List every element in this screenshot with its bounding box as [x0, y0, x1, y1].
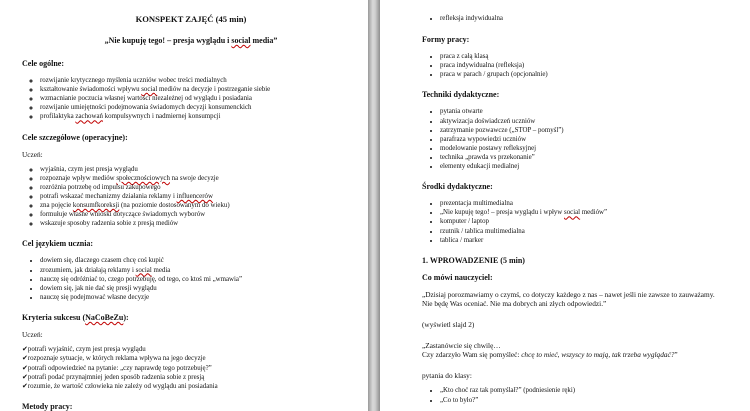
list-item: • parafraza wypowiedzi uczniów — [440, 135, 742, 144]
quote2-line-2: Czy zdarzyło Wam się pomyśleć: — [422, 350, 522, 360]
document-page-left — [0, 0, 368, 411]
intro-uczen: Uczeń: — [22, 149, 43, 159]
teacher-quote-1 — [422, 290, 742, 308]
section-heading-co-mowi: Co mówi nauczyciel: — [422, 272, 493, 282]
questions-intro: pytania do klasy: — [422, 371, 472, 381]
list-item: • praca z całą klasą — [440, 52, 742, 61]
list-cele-ogolne — [22, 76, 360, 122]
list-item: • dowiem się, jak nie dać się presji wyglądu — [40, 284, 360, 293]
subtitle-text: „Nie kupuję tego! – presja wyglądu i — [104, 36, 232, 45]
teacher-quote-2 — [422, 341, 742, 359]
section-heading-cel-jezykiem: Cel językiem ucznia: — [22, 239, 94, 249]
list-item: ✔ rozpoznaje sytuacje, w których reklama wpływa na jego decyzje — [22, 354, 360, 363]
list-item: • elementy edukacji medialnej — [440, 162, 742, 171]
list-item: • prezentacja multimedialna — [440, 199, 742, 208]
list-item: ✔ rozumie, że wartość człowieka nie zależy od wyglądu ani posiadania — [22, 382, 360, 391]
list-item: • rzutnik / tablica multimedialna — [440, 227, 742, 236]
list-kryteria — [22, 345, 360, 391]
quote2-end: ” — [674, 350, 678, 360]
kryteria-heading-text: Kryteria sukcesu ( — [22, 312, 86, 322]
list-item: • aktywizacja doświadczeń uczniów — [440, 117, 742, 126]
list-item: • „Kto choć raz tak pomyślał?” (podniesienie ręki) — [440, 386, 742, 395]
subtitle-text-end: media” — [250, 36, 278, 45]
section-heading-formy: Formy pracy: — [422, 35, 470, 45]
section-heading-wprowadzenie: 1. WPROWADZENIE (5 min) — [422, 255, 525, 265]
document-page-right — [380, 0, 750, 411]
quote2-italic: chcę to mieć, wszyscy to mają, tak trzeba wyglądać? — [521, 350, 675, 360]
list-item: • modelowanie postawy refleksyjnej — [440, 144, 742, 153]
list-item: • „Co to było?” — [440, 396, 742, 405]
list-item: ◦ rozpoznaje wpływ mediów społecznościowych na swoje decyzje — [40, 174, 360, 183]
list-item: • „Nie kupuję tego! – presja wyglądu i wpływ social mediów” — [440, 208, 742, 217]
list-item: • komputer / laptop — [440, 217, 742, 226]
quote2-line-1: „Zastanówcie się chwilę… — [422, 341, 501, 351]
document-subtitle — [22, 36, 360, 45]
list-cele-szczegolowe — [22, 165, 360, 229]
list-item: ◦ rozwijanie krytycznego myślenia uczniów wobec treści medialnych — [40, 76, 360, 85]
list-item: • zatrzymanie pozwawcze („STOP – pomyśl”) — [440, 126, 742, 135]
list-item: ✔ potrafi wyjaśnić, czym jest presja wyglądu — [22, 345, 360, 354]
list-item: • tablica / marker — [440, 236, 742, 245]
subtitle-marked-word: social — [231, 36, 251, 45]
section-heading-kryteria — [22, 313, 360, 322]
list-item: ◦ kształtowanie świadomości wpływu social mediów na decyzje i postrzeganie siebie — [40, 85, 360, 94]
intro-uczen-kryteria: Uczeń: — [22, 329, 43, 339]
section-heading-cele-ogolne: Cele ogólne: — [22, 59, 64, 68]
slide-note: (wyświetl slajd 2) — [422, 319, 475, 329]
quote-line-1: „Dzisiaj porozmawiamy o czymś, co dotyczy każdego z nas – nawet jeśli nie zawsze to zauważamy. — [422, 289, 715, 299]
list-item: ◦ profilaktyka zachowań kompulsywnych i nadmiernej konsumpcji — [40, 112, 360, 121]
list-formy — [422, 52, 742, 79]
document-title: KONSPEKT ZAJĘĆ (45 min) — [135, 14, 247, 24]
list-item: ◦ rozwijanie umiejętności podejmowania świadomych decyzji konsumenckich — [40, 103, 360, 112]
list-srodki — [422, 199, 742, 245]
section-heading-cele-szczegolowe: Cele szczegółowe (operacyjne): — [22, 132, 128, 142]
list-item: • pytania otwarte — [440, 107, 742, 116]
list-item: ◦ zna pojęcie konsumfkoreksji (na poziomie dostosowanym do wieku) — [40, 201, 360, 210]
section-heading-techniki: Techniki dydaktyczne: — [422, 90, 500, 100]
list-item: ◦ wskazuje sposoby radzenia sobie z presją mediów — [40, 219, 360, 228]
list-item: • dowiem się, dlaczego czasem chcę coś kupić — [40, 256, 360, 265]
list-item: • nauczę się podejmować własne decyzje — [40, 293, 360, 302]
list-item: ◦ potrafi wskazać mechanizmy działania reklamy i influencerów — [40, 192, 360, 201]
list-item: ✔ potrafi podać przynajmniej jeden sposób radzenia sobie z presją — [22, 373, 360, 382]
list-item: ✔ potrafi odpowiedzieć na pytanie: „czy naprawdę tego potrzebuję?” — [22, 364, 360, 373]
list-item: • nauczę się odróżniać to, czego potrzebuję, od tego, co ktoś mi „wmawia” — [40, 275, 360, 284]
list-item: • praca indywidualna (refleksja) — [440, 61, 742, 70]
list-cel-jezykiem — [22, 256, 360, 302]
list-questions — [422, 386, 742, 404]
list-item: ◦ wyjaśnia, czym jest presja wyglądu — [40, 165, 360, 174]
list-refleksja — [422, 14, 742, 23]
list-item: ◦ rozróżnia potrzebę od impulsu zakupowego — [40, 183, 360, 192]
page-gutter — [368, 0, 380, 411]
section-heading-metody: Metody pracy: — [22, 402, 73, 411]
list-item: • refleksja indywidualna — [440, 14, 742, 23]
quote-line-2: Nie będę Was oceniać. Nie ma dobrych ani złych odpowiedzi.” — [422, 298, 607, 308]
list-item: ◦ formułuje własne wnioski dotyczące świadomych wyborów — [40, 210, 360, 219]
section-heading-srodki: Środki dydaktyczne: — [422, 182, 493, 192]
list-item: • zrozumiem, jak działają reklamy i social media — [40, 266, 360, 275]
kryteria-heading-marked: NaCoBeZu — [85, 312, 124, 322]
list-item: ◦ wzmacnianie poczucia własnej wartości niezależnej od wyglądu i posiadania — [40, 94, 360, 103]
list-techniki — [422, 107, 742, 171]
kryteria-heading-end: ): — [123, 312, 129, 322]
list-item: • praca w parach / grupach (opcjonalnie) — [440, 70, 742, 79]
list-item: • technika „prawda vs przekonanie” — [440, 153, 742, 162]
